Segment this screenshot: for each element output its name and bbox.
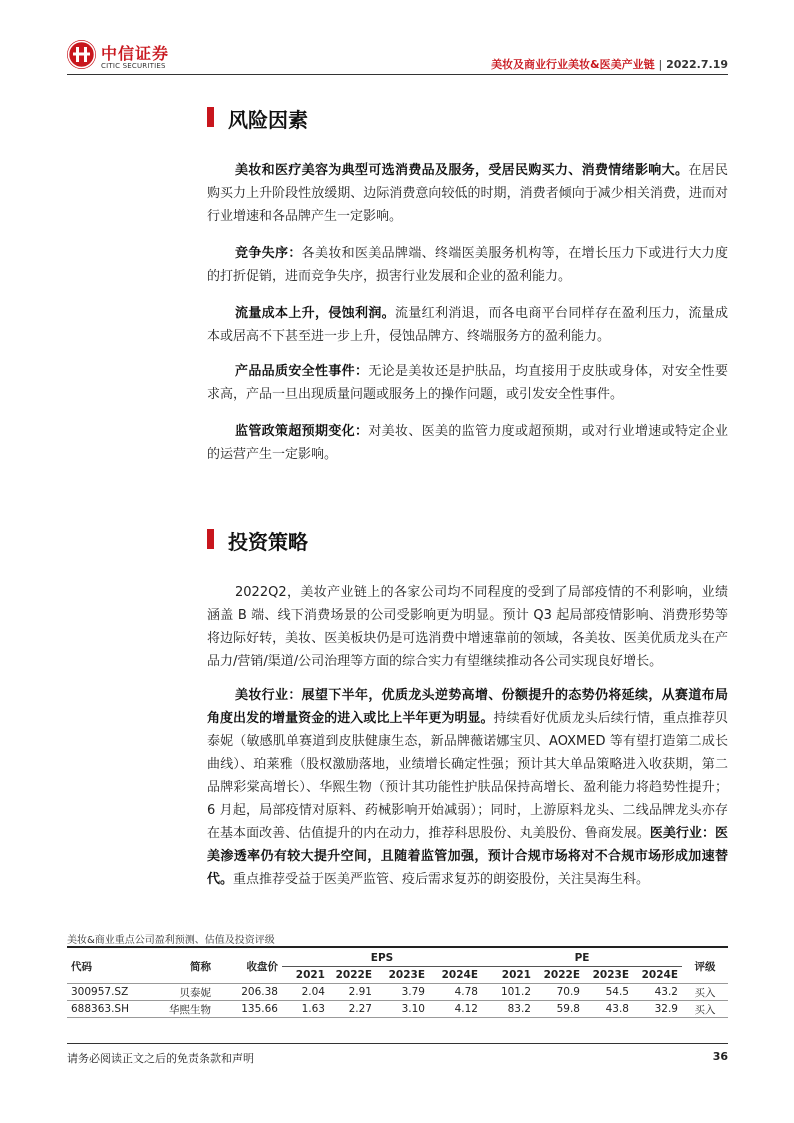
header-name: 简称 xyxy=(190,961,211,973)
table-caption: 美妆&商业重点公司盈利预测、估值及投资评级 xyxy=(67,935,275,946)
risk-body: 各美妆和医美品牌端、终端医美服务机构等，在增长压力下或进行大力度的打折促销，进而竞争失序，损害行业发展和企业的盈利能力。 xyxy=(207,246,728,284)
table-row xyxy=(67,984,728,1001)
cell-eps: 2.27 xyxy=(329,1001,376,1018)
table-header-row xyxy=(67,950,728,967)
strategy-sector-view xyxy=(207,684,728,891)
cell-pe: 83.2 xyxy=(482,1001,535,1018)
risk-body: 无论是美妆还是护肤品，均直接用于皮肤或身体，对安全性要求高，产品一旦出现质量问题或服务上的操作问题，或引发安全性事件。 xyxy=(207,364,728,402)
risk-lead: 竞争失序： xyxy=(235,246,302,261)
risk-lead: 流量成本上升，侵蚀利润。 xyxy=(235,306,395,321)
header-separator: | xyxy=(658,58,663,71)
cell-pe: 70.9 xyxy=(535,984,584,1001)
cell-eps: 4.78 xyxy=(429,984,482,1001)
cell-name: 华熙生物 xyxy=(153,1001,215,1018)
cell-eps: 2.04 xyxy=(282,984,329,1001)
report-date: 2022.7.19 xyxy=(666,58,728,71)
risk-paragraph-competition xyxy=(207,242,728,288)
cell-eps: 2.91 xyxy=(329,984,376,1001)
section-title-strategy: 投资策略 xyxy=(228,530,308,554)
header-code: 代码 xyxy=(71,961,92,973)
header-rating: 评级 xyxy=(694,961,716,973)
report-title: 美妆及商业行业美妆&医美产业链 xyxy=(491,58,655,71)
table-row xyxy=(67,1001,728,1018)
header-year: 2022E xyxy=(543,969,580,981)
risk-paragraph-regulation xyxy=(207,420,728,466)
citic-logo-icon xyxy=(67,40,96,69)
risk-lead: 监管政策超预期变化： xyxy=(235,424,369,439)
cell-eps: 1.63 xyxy=(282,1001,329,1018)
section-marker xyxy=(207,529,214,549)
cell-name: 贝泰妮 xyxy=(153,984,215,1001)
page-number: 36 xyxy=(712,1050,728,1063)
strategy-intro-text: 2022Q2，美妆产业链上的各家公司均不同程度的受到了局部疫情的不利影响，业绩涵盖 B 端、线下消费场景的公司受影响更为明显。预计 Q3 起局部疫情影响、消费形势等将边际好转，美妆、医美板块仍是可选消费中增速靠前的领域，各美妆、医美优质龙头在产品力/营销/渠道/公司治理等方面的综合实力有望继续推动各公司实现良好增长。 xyxy=(207,585,728,669)
footer-disclaimer: 请务必阅读正文之后的免责条款和声明 xyxy=(67,1052,254,1065)
risk-body: 流量红利消退，而各电商平台同样存在盈利压力，流量成本或居高不下甚至进一步上升，侵蚀品牌方、终端服务方的盈利能力。 xyxy=(207,306,728,344)
cell-code: 300957.SZ xyxy=(67,984,153,1001)
section-marker xyxy=(207,107,214,127)
cell-eps: 3.10 xyxy=(376,1001,429,1018)
cell-eps: 3.79 xyxy=(376,984,429,1001)
header-close: 收盘价 xyxy=(246,961,278,973)
strategy-intro xyxy=(207,581,728,673)
cell-rating: 买入 xyxy=(682,1001,728,1018)
cell-close: 135.66 xyxy=(215,1001,282,1018)
cell-pe: 101.2 xyxy=(482,984,535,1001)
report-header xyxy=(491,56,728,72)
header-year: 2023E xyxy=(592,969,629,981)
header-year: 2024E xyxy=(441,969,478,981)
risk-paragraph-product-safety xyxy=(207,360,728,406)
brand-name-en: CITIC SECURITIES xyxy=(101,62,166,70)
cell-close: 206.38 xyxy=(215,984,282,1001)
cell-eps: 4.12 xyxy=(429,1001,482,1018)
header-year: 2021 xyxy=(295,969,325,981)
earnings-forecast-table xyxy=(67,950,728,1018)
risk-lead: 产品品质安全性事件： xyxy=(235,364,369,379)
beauty-sector-body: 持续看好优质龙头后续行情，重点推荐贝泰妮（敏感肌单赛道到皮肤健康生态，新品牌薇诺娜宝贝、AOXMED 等有望打造第二成长曲线）、珀莱雅（股权激励落地，业绩增长确定性强；预计其大单品策略进入收获期，第二品牌彩棠高增长）、华熙生物（预计其功能性护肤品保持高增长、盈利能力将趋势性提升；6 月起，局部疫情对原料、药械影响开始减弱）；同时，上游原料龙头、二线品牌龙头亦存在基本面改善、估值提升的内在动力，推荐科思股份、丸美股份、鲁商发展。 xyxy=(207,711,728,841)
section-title-risk: 风险因素 xyxy=(228,108,308,132)
risk-body: 对美妆、医美的监管力度或超预期，或对行业增速或特定企业的运营产生一定影响。 xyxy=(207,424,728,462)
cell-pe: 43.8 xyxy=(584,1001,633,1018)
medical-aesthetics-body: 重点推荐受益于医美严监管、疫后需求复苏的朗姿股份，关注昊海生科。 xyxy=(233,872,650,887)
header-pe: PE xyxy=(482,950,682,967)
header-year: 2023E xyxy=(388,969,425,981)
cell-pe: 54.5 xyxy=(584,984,633,1001)
beauty-sector-lead: 美妆行业：展望下半年，优质龙头逆势高增、份额提升的态势仍将延续，从赛道布局角度出发的增量资金的进入或比上半年更为明显。 xyxy=(207,688,728,726)
cell-code: 688363.SH xyxy=(67,1001,153,1018)
risk-lead: 美妆和医疗美容为典型可选消费品及服务，受居民购买力、消费情绪影响大。 xyxy=(235,163,689,178)
table-top-rule xyxy=(67,946,728,948)
cell-pe: 59.8 xyxy=(535,1001,584,1018)
risk-body: 在居民购买力上升阶段性放缓期、边际消费意向较低的时期，消费者倾向于减少相关消费，进而对行业增速和各品牌产生一定影响。 xyxy=(207,163,728,224)
footer-divider xyxy=(67,1043,728,1044)
header-eps: EPS xyxy=(282,950,482,967)
risk-paragraph-consumption xyxy=(207,159,728,228)
medical-aesthetics-lead: 医美行业：医美渗透率仍有较大提升空间，且随着监管加强，预计合规市场将对不合规市场形成加速替代。 xyxy=(207,826,728,887)
cell-rating: 买入 xyxy=(682,984,728,1001)
header-divider xyxy=(67,74,728,75)
header-year: 2021 xyxy=(501,969,531,981)
cell-pe: 43.2 xyxy=(633,984,682,1001)
risk-paragraph-traffic-cost xyxy=(207,302,728,348)
cell-pe: 32.9 xyxy=(633,1001,682,1018)
brand-name-cn: 中信证券 xyxy=(101,44,170,63)
header-year: 2022E xyxy=(335,969,372,981)
header-year: 2024E xyxy=(641,969,678,981)
